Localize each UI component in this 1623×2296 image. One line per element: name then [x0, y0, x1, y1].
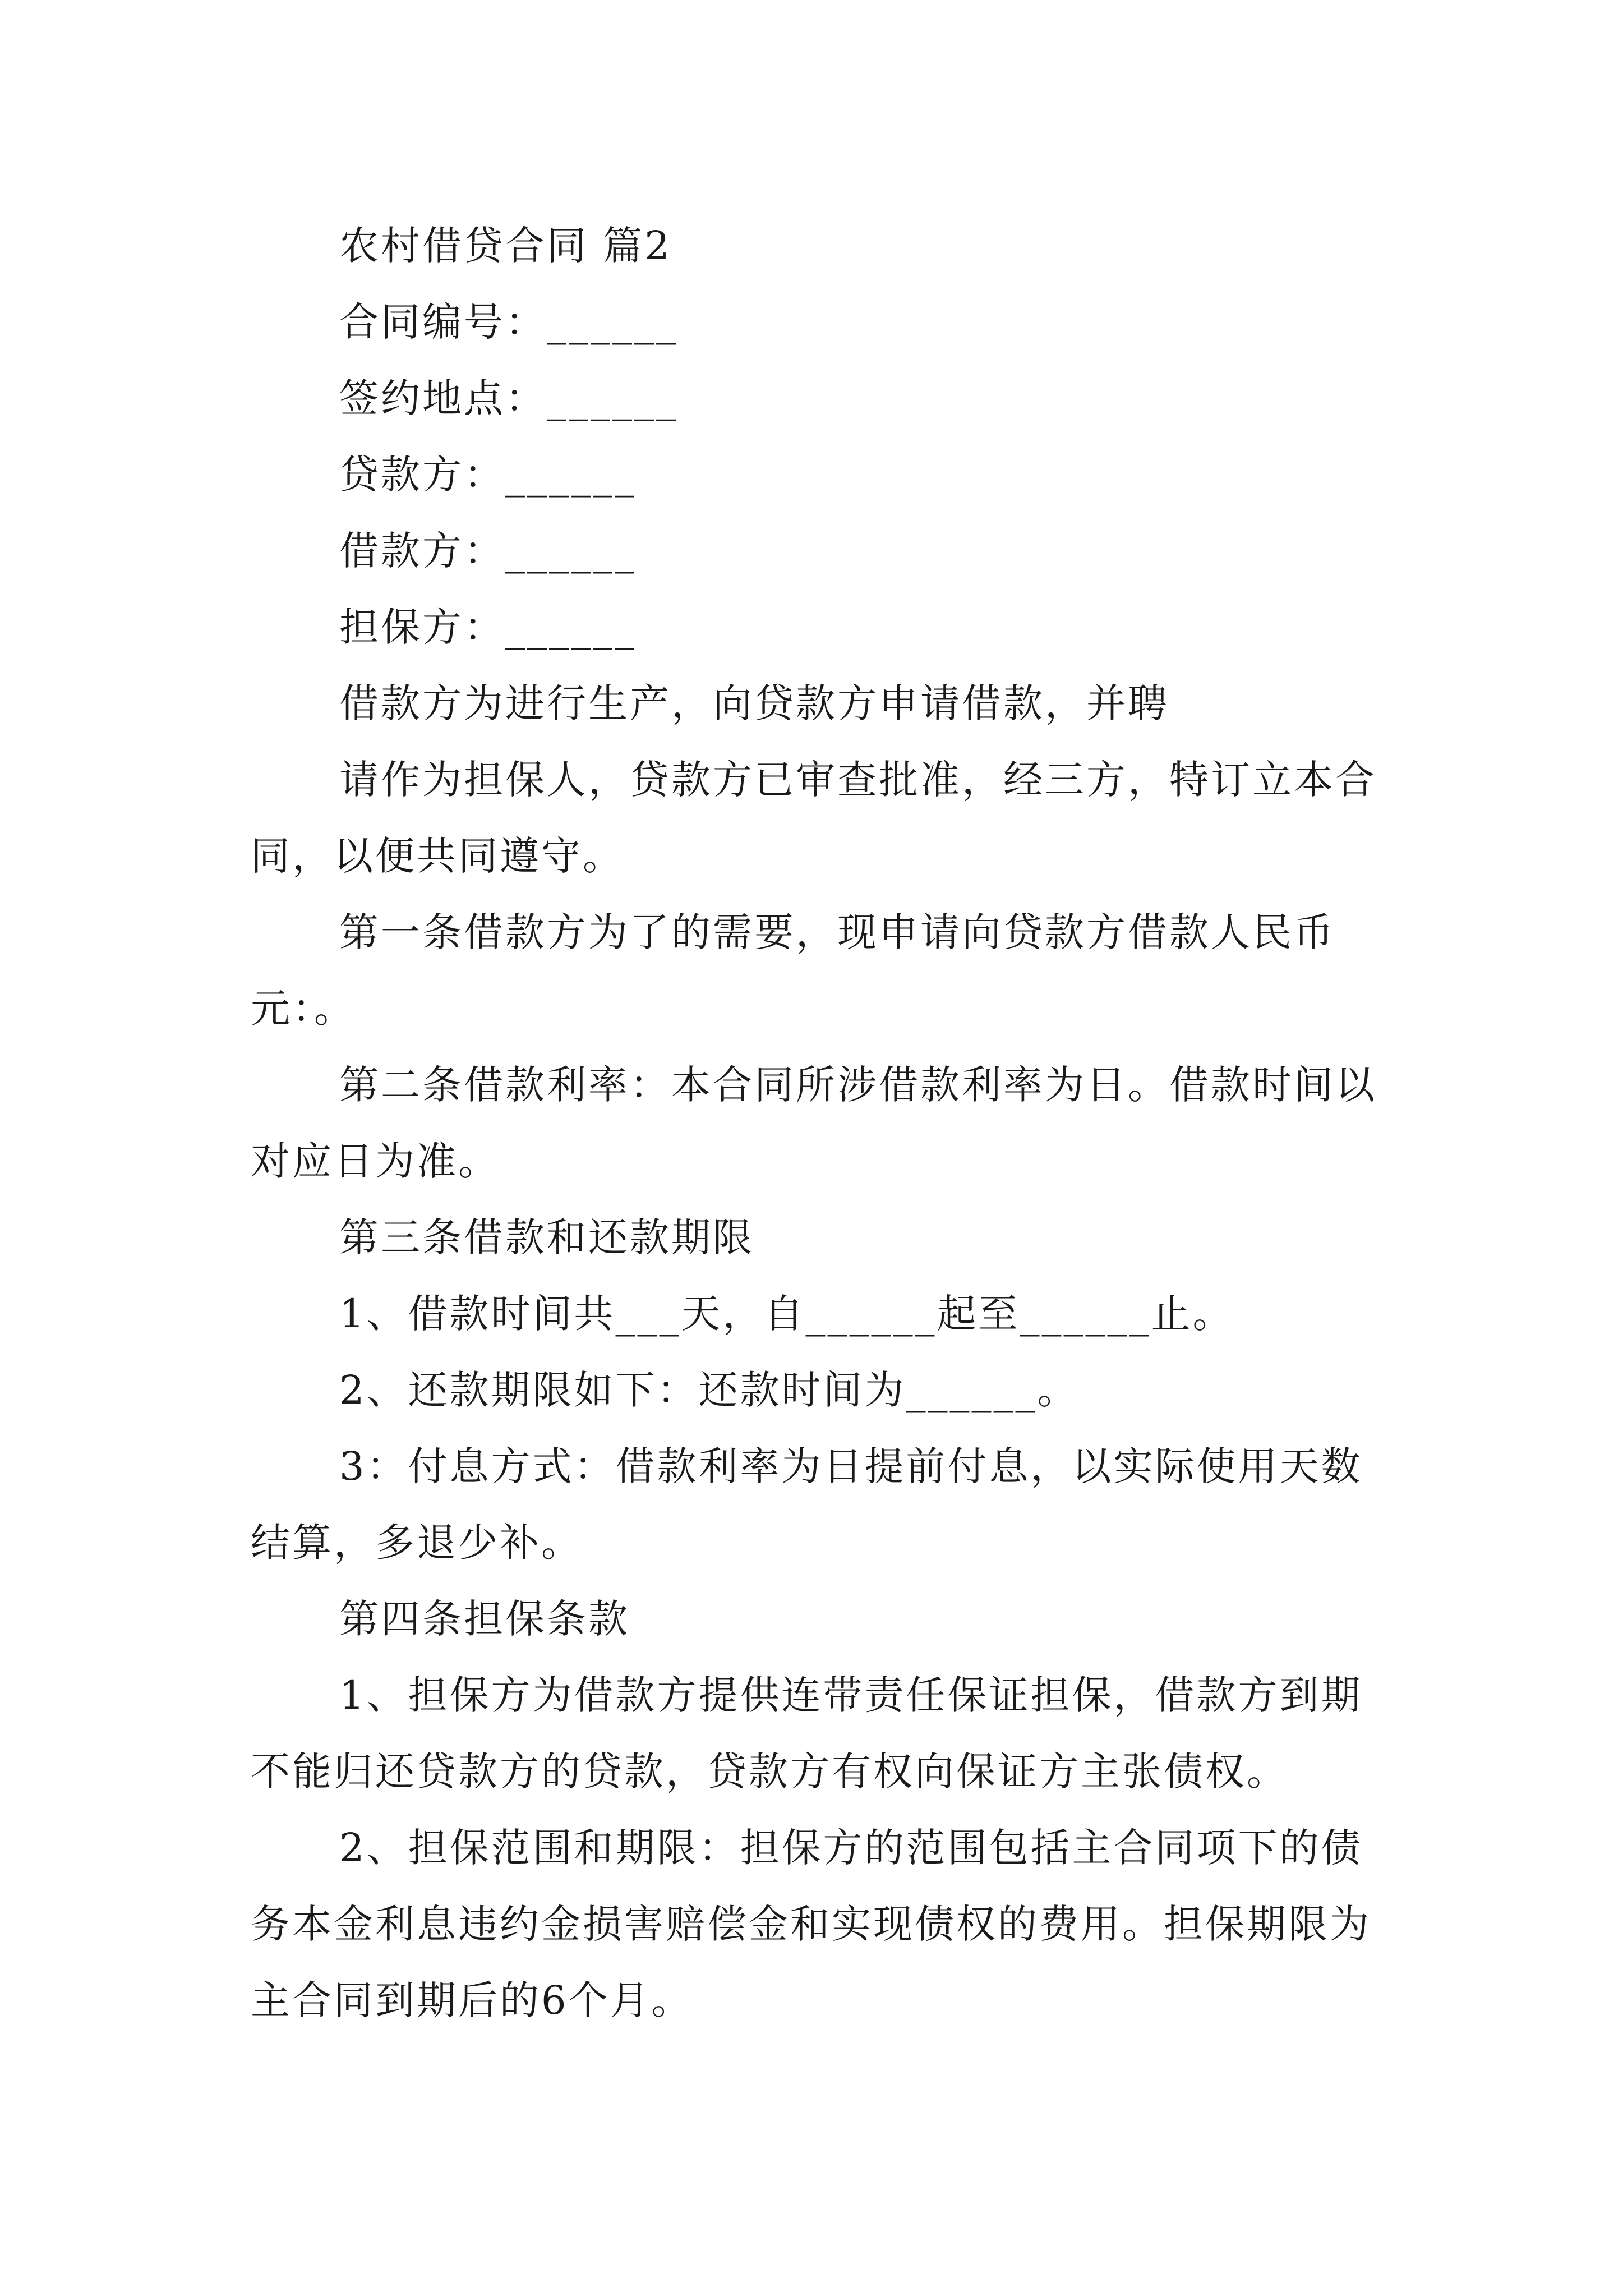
- article-4-item-1: 1、担保方为借款方提供连带责任保证担保，借款方到期不能归还贷款方的贷款，贷款方有权向保证方主张债权。: [251, 1672, 1363, 1795]
- article-4-heading: 第四条担保条款: [339, 1596, 630, 1642]
- document-title: 农村借贷合同 篇2: [339, 223, 672, 269]
- article-3-item-3: 3：付息方式：借款利率为日提前付息，以实际使用天数结算，多退少补。: [251, 1443, 1363, 1566]
- contract-number-line: 合同编号：______: [339, 299, 678, 345]
- lender-line: 贷款方：______: [339, 452, 637, 498]
- article-1: 第一条借款方为了的需要，现申请向贷款方借款人民币元：。: [251, 909, 1335, 1032]
- borrower-line: 借款方：______: [339, 528, 637, 574]
- document-body: [251, 208, 1389, 2039]
- intro-paragraph-2: 请作为担保人，贷款方已审查批准，经三方，特订立本合同，以便共同遵守。: [251, 757, 1377, 879]
- intro-paragraph-1: 借款方为进行生产，向贷款方申请借款，并聘: [339, 680, 1169, 726]
- article-4-item-2: 2、担保范围和期限：担保方的范围包括主合同项下的债务本金利息违约金损害赔偿金和实现债权的费用。担保期限为主合同到期后的6个月。: [251, 1825, 1371, 2023]
- signing-place-line: 签约地点：______: [339, 375, 678, 421]
- article-3-heading: 第三条借款和还款期限: [339, 1214, 754, 1260]
- article-3-item-2: 2、还款期限如下：还款时间为______。: [339, 1367, 1079, 1413]
- article-2: 第二条借款利率：本合同所涉借款利率为日。借款时间以对应日为准。: [251, 1062, 1377, 1184]
- article-3-item-1: 1、借款时间共___天，自______起至______止。: [339, 1291, 1234, 1337]
- guarantor-line: 担保方：______: [339, 604, 637, 650]
